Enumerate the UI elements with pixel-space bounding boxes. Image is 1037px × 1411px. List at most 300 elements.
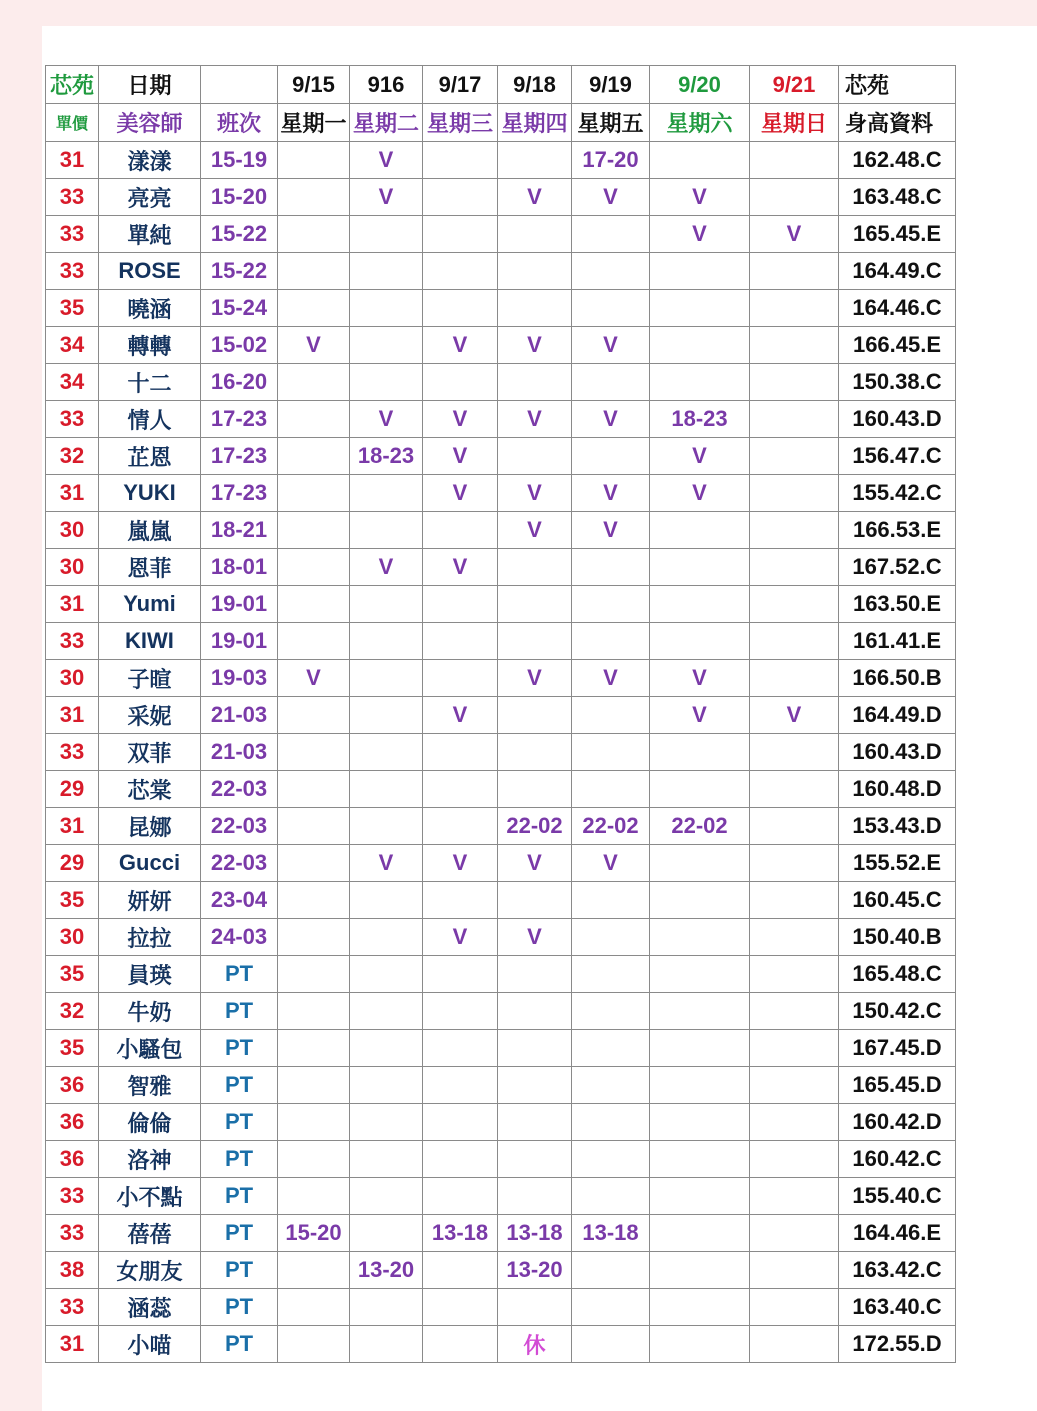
day-cell-3 (498, 697, 572, 734)
day-cell-5 (650, 1289, 750, 1326)
day-cell-5 (650, 1141, 750, 1178)
day-cell-1 (350, 1289, 423, 1326)
day-cell-1 (350, 1178, 423, 1215)
price-cell: 38 (46, 1252, 99, 1289)
shift-cell: 15-22 (201, 216, 278, 253)
table-row (46, 882, 956, 919)
day-cell-6 (750, 1141, 839, 1178)
price-cell: 30 (46, 919, 99, 956)
day-cell-0 (278, 1178, 350, 1215)
table-row (46, 1252, 956, 1289)
weekday-col-2: 星期三 (423, 104, 498, 142)
day-cell-0 (278, 734, 350, 771)
shift-cell: PT (201, 1067, 278, 1104)
day-cell-4 (572, 1104, 650, 1141)
table-row (46, 1215, 956, 1252)
day-cell-2 (423, 290, 498, 327)
beautician-name-cell: 小喵 (99, 1326, 201, 1363)
day-cell-0 (278, 1289, 350, 1326)
date-col-1: 916 (350, 66, 423, 104)
day-cell-2 (423, 216, 498, 253)
beautician-name-cell: 情人 (99, 401, 201, 438)
day-cell-5 (650, 327, 750, 364)
table-row (46, 919, 956, 956)
day-cell-4: V (572, 660, 650, 697)
shift-cell: 17-23 (201, 475, 278, 512)
day-cell-5 (650, 956, 750, 993)
height-info-cell: 165.48.C (839, 956, 956, 993)
day-cell-5 (650, 549, 750, 586)
day-cell-4 (572, 290, 650, 327)
shift-cell: 15-02 (201, 327, 278, 364)
price-cell: 33 (46, 734, 99, 771)
shift-cell: PT (201, 993, 278, 1030)
day-cell-1: V (350, 142, 423, 179)
shift-cell: PT (201, 1326, 278, 1363)
day-cell-0 (278, 1067, 350, 1104)
day-cell-3 (498, 438, 572, 475)
day-cell-5: V (650, 438, 750, 475)
day-cell-1: 13-20 (350, 1252, 423, 1289)
day-cell-3: V (498, 919, 572, 956)
day-cell-5: 18-23 (650, 401, 750, 438)
price-cell: 31 (46, 142, 99, 179)
day-cell-1 (350, 327, 423, 364)
day-cell-3 (498, 586, 572, 623)
day-cell-1 (350, 364, 423, 401)
height-info-cell: 167.52.C (839, 549, 956, 586)
height-info-cell: 166.50.B (839, 660, 956, 697)
day-cell-3 (498, 771, 572, 808)
day-cell-6 (750, 1326, 839, 1363)
day-cell-6 (750, 734, 839, 771)
day-cell-2 (423, 1067, 498, 1104)
shift-cell: 17-23 (201, 401, 278, 438)
day-cell-0 (278, 993, 350, 1030)
shift-cell: 22-03 (201, 845, 278, 882)
height-info-cell: 160.43.D (839, 401, 956, 438)
beautician-name-cell: 恩菲 (99, 549, 201, 586)
day-cell-3 (498, 216, 572, 253)
day-cell-2: V (423, 845, 498, 882)
day-cell-0 (278, 475, 350, 512)
beautician-name-cell: 蓓蓓 (99, 1215, 201, 1252)
day-cell-0 (278, 919, 350, 956)
day-cell-5 (650, 919, 750, 956)
height-info-cell: 160.48.D (839, 771, 956, 808)
beautician-name-cell: 采妮 (99, 697, 201, 734)
day-cell-1: V (350, 401, 423, 438)
table-row (46, 216, 956, 253)
day-cell-5 (650, 1067, 750, 1104)
day-cell-6 (750, 549, 839, 586)
height-info-cell: 166.45.E (839, 327, 956, 364)
shift-cell: 15-24 (201, 290, 278, 327)
price-cell: 32 (46, 993, 99, 1030)
price-cell: 35 (46, 1030, 99, 1067)
day-cell-0 (278, 1326, 350, 1363)
height-info-cell: 162.48.C (839, 142, 956, 179)
height-info-cell: 160.43.D (839, 734, 956, 771)
date-col-6: 9/21 (750, 66, 839, 104)
height-info-cell: 156.47.C (839, 438, 956, 475)
day-cell-3: V (498, 475, 572, 512)
day-cell-2 (423, 771, 498, 808)
price-cell: 33 (46, 623, 99, 660)
day-cell-3: 休 (498, 1326, 572, 1363)
table-row (46, 1289, 956, 1326)
weekday-col-1: 星期二 (350, 104, 423, 142)
day-cell-4: V (572, 845, 650, 882)
beautician-name-cell: 漾漾 (99, 142, 201, 179)
day-cell-2: V (423, 401, 498, 438)
height-info-cell: 150.42.C (839, 993, 956, 1030)
day-cell-2 (423, 993, 498, 1030)
day-cell-2 (423, 1252, 498, 1289)
shift-cell: 18-01 (201, 549, 278, 586)
weekday-col-6: 星期日 (750, 104, 839, 142)
beautician-name-cell: 轉轉 (99, 327, 201, 364)
day-cell-0 (278, 142, 350, 179)
day-cell-1 (350, 290, 423, 327)
schedule-sheet (42, 26, 1037, 1411)
price-cell: 31 (46, 475, 99, 512)
weekday-col-0: 星期一 (278, 104, 350, 142)
day-cell-2 (423, 623, 498, 660)
day-cell-0 (278, 512, 350, 549)
day-cell-2 (423, 734, 498, 771)
day-cell-0 (278, 253, 350, 290)
day-cell-3 (498, 1141, 572, 1178)
price-cell: 33 (46, 253, 99, 290)
day-cell-3: V (498, 327, 572, 364)
day-cell-0 (278, 586, 350, 623)
table-row (46, 1178, 956, 1215)
day-cell-4 (572, 771, 650, 808)
day-cell-0 (278, 438, 350, 475)
day-cell-5: V (650, 475, 750, 512)
table-row (46, 253, 956, 290)
day-cell-2 (423, 808, 498, 845)
day-cell-4 (572, 956, 650, 993)
price-cell: 32 (46, 438, 99, 475)
day-cell-3 (498, 1030, 572, 1067)
day-cell-1: V (350, 549, 423, 586)
day-cell-1 (350, 1326, 423, 1363)
day-cell-6 (750, 1030, 839, 1067)
weekday-col-3: 星期四 (498, 104, 572, 142)
day-cell-5: V (650, 697, 750, 734)
day-cell-3 (498, 290, 572, 327)
price-cell: 33 (46, 1289, 99, 1326)
day-cell-1 (350, 1067, 423, 1104)
table-row (46, 401, 956, 438)
price-cell: 36 (46, 1141, 99, 1178)
height-info-cell: 163.40.C (839, 1289, 956, 1326)
schedule-table (45, 65, 956, 1363)
day-cell-3 (498, 623, 572, 660)
day-cell-4 (572, 734, 650, 771)
day-cell-3 (498, 1178, 572, 1215)
day-cell-0 (278, 1141, 350, 1178)
date-col-2: 9/17 (423, 66, 498, 104)
day-cell-3 (498, 253, 572, 290)
day-cell-1 (350, 216, 423, 253)
day-cell-4 (572, 993, 650, 1030)
table-row (46, 364, 956, 401)
day-cell-2 (423, 1289, 498, 1326)
day-cell-6 (750, 845, 839, 882)
day-cell-3: V (498, 401, 572, 438)
day-cell-0 (278, 216, 350, 253)
day-cell-6 (750, 1289, 839, 1326)
day-cell-4 (572, 586, 650, 623)
day-cell-0 (278, 808, 350, 845)
table-row (46, 142, 956, 179)
day-cell-1: V (350, 845, 423, 882)
day-cell-6 (750, 179, 839, 216)
day-cell-0 (278, 697, 350, 734)
shift-cell: PT (201, 1215, 278, 1252)
height-info-cell: 164.49.D (839, 697, 956, 734)
day-cell-3: 22-02 (498, 808, 572, 845)
day-cell-0 (278, 1252, 350, 1289)
beautician-name-cell: 拉拉 (99, 919, 201, 956)
day-cell-2 (423, 882, 498, 919)
day-cell-4 (572, 364, 650, 401)
table-row (46, 993, 956, 1030)
day-cell-6 (750, 919, 839, 956)
day-cell-6 (750, 1104, 839, 1141)
day-cell-0 (278, 1104, 350, 1141)
day-cell-1: V (350, 179, 423, 216)
day-cell-0 (278, 771, 350, 808)
price-cell: 35 (46, 290, 99, 327)
day-cell-3: 13-20 (498, 1252, 572, 1289)
day-cell-3 (498, 993, 572, 1030)
day-cell-3 (498, 364, 572, 401)
table-row (46, 845, 956, 882)
day-cell-0 (278, 364, 350, 401)
shift-cell: 21-03 (201, 734, 278, 771)
table-row (46, 660, 956, 697)
table-row (46, 290, 956, 327)
day-cell-0 (278, 401, 350, 438)
beautician-name-cell: 女朋友 (99, 1252, 201, 1289)
beautician-name-cell: YUKI (99, 475, 201, 512)
price-cell: 36 (46, 1104, 99, 1141)
day-cell-0 (278, 549, 350, 586)
day-cell-4: 22-02 (572, 808, 650, 845)
height-info-cell: 167.45.D (839, 1030, 956, 1067)
day-cell-4: 13-18 (572, 1215, 650, 1252)
height-info-cell: 155.42.C (839, 475, 956, 512)
day-cell-6 (750, 993, 839, 1030)
day-cell-6 (750, 438, 839, 475)
shift-cell: PT (201, 1252, 278, 1289)
beautician-name-cell: 員瑛 (99, 956, 201, 993)
beautician-header: 美容師 (99, 104, 201, 142)
day-cell-5 (650, 253, 750, 290)
day-cell-2 (423, 660, 498, 697)
day-cell-2: V (423, 475, 498, 512)
beautician-name-cell: 亮亮 (99, 179, 201, 216)
day-cell-3: V (498, 845, 572, 882)
price-cell: 33 (46, 1178, 99, 1215)
shift-cell: 21-03 (201, 697, 278, 734)
day-cell-0 (278, 179, 350, 216)
height-info-cell: 165.45.E (839, 216, 956, 253)
day-cell-5 (650, 771, 750, 808)
date-col-4: 9/19 (572, 66, 650, 104)
beautician-name-cell: 涵蕊 (99, 1289, 201, 1326)
date-label-cell: 日期 (99, 66, 201, 104)
day-cell-4 (572, 1289, 650, 1326)
day-cell-2: V (423, 438, 498, 475)
day-cell-1 (350, 697, 423, 734)
height-info-cell: 150.38.C (839, 364, 956, 401)
shift-cell: 15-19 (201, 142, 278, 179)
day-cell-4 (572, 253, 650, 290)
day-cell-6 (750, 1178, 839, 1215)
day-cell-2 (423, 1326, 498, 1363)
height-info-cell: 163.50.E (839, 586, 956, 623)
day-cell-4 (572, 549, 650, 586)
height-info-cell: 164.49.C (839, 253, 956, 290)
height-info-cell: 155.40.C (839, 1178, 956, 1215)
day-cell-2 (423, 512, 498, 549)
beautician-name-cell: 小不點 (99, 1178, 201, 1215)
height-info-cell: 164.46.E (839, 1215, 956, 1252)
day-cell-2 (423, 1030, 498, 1067)
day-cell-5 (650, 1252, 750, 1289)
price-cell: 29 (46, 845, 99, 882)
day-cell-4 (572, 623, 650, 660)
day-cell-2: V (423, 697, 498, 734)
day-cell-1 (350, 993, 423, 1030)
day-cell-5 (650, 586, 750, 623)
table-row (46, 586, 956, 623)
height-info-cell: 163.42.C (839, 1252, 956, 1289)
height-info-cell: 153.43.D (839, 808, 956, 845)
table-row (46, 179, 956, 216)
beautician-name-cell: 單純 (99, 216, 201, 253)
day-cell-1 (350, 1030, 423, 1067)
day-cell-2 (423, 142, 498, 179)
day-cell-5 (650, 1178, 750, 1215)
table-row (46, 956, 956, 993)
schedule-body (46, 66, 956, 1363)
day-cell-1: 18-23 (350, 438, 423, 475)
height-info-cell: 165.45.D (839, 1067, 956, 1104)
day-cell-0: V (278, 660, 350, 697)
day-cell-2: 13-18 (423, 1215, 498, 1252)
beautician-name-cell: 小騷包 (99, 1030, 201, 1067)
day-cell-0: V (278, 327, 350, 364)
table-row (46, 475, 956, 512)
empty-header-cell (201, 66, 278, 104)
height-info-cell: 160.42.C (839, 1141, 956, 1178)
day-cell-4 (572, 919, 650, 956)
day-cell-4: V (572, 512, 650, 549)
height-info-cell: 150.40.B (839, 919, 956, 956)
day-cell-6 (750, 771, 839, 808)
table-row (46, 623, 956, 660)
price-cell: 31 (46, 808, 99, 845)
day-cell-1 (350, 1215, 423, 1252)
day-cell-5: 22-02 (650, 808, 750, 845)
beautician-name-cell: 芷恩 (99, 438, 201, 475)
day-cell-6 (750, 586, 839, 623)
table-row (46, 1030, 956, 1067)
price-cell: 36 (46, 1067, 99, 1104)
day-cell-1 (350, 253, 423, 290)
day-cell-3 (498, 1289, 572, 1326)
day-cell-3 (498, 1104, 572, 1141)
day-cell-4 (572, 1178, 650, 1215)
shift-cell: 15-22 (201, 253, 278, 290)
date-col-0: 9/15 (278, 66, 350, 104)
day-cell-3: V (498, 660, 572, 697)
beautician-name-cell: 洛神 (99, 1141, 201, 1178)
day-cell-0 (278, 290, 350, 327)
day-cell-4: V (572, 327, 650, 364)
day-cell-5: V (650, 179, 750, 216)
price-cell: 33 (46, 179, 99, 216)
day-cell-0: 15-20 (278, 1215, 350, 1252)
shift-cell: 19-01 (201, 623, 278, 660)
height-info-cell: 164.46.C (839, 290, 956, 327)
day-cell-3 (498, 734, 572, 771)
day-cell-4 (572, 216, 650, 253)
shift-cell: 18-21 (201, 512, 278, 549)
shift-cell: PT (201, 1030, 278, 1067)
beautician-name-cell: 牛奶 (99, 993, 201, 1030)
table-row (46, 1326, 956, 1363)
day-cell-6 (750, 253, 839, 290)
day-cell-6 (750, 475, 839, 512)
price-cell: 34 (46, 364, 99, 401)
beautician-name-cell: 妍妍 (99, 882, 201, 919)
height-info-cell: 172.55.D (839, 1326, 956, 1363)
date-col-3: 9/18 (498, 66, 572, 104)
table-row (46, 438, 956, 475)
day-cell-3 (498, 956, 572, 993)
day-cell-5 (650, 734, 750, 771)
day-cell-1 (350, 808, 423, 845)
day-cell-5 (650, 882, 750, 919)
shift-cell: 24-03 (201, 919, 278, 956)
day-cell-1 (350, 1104, 423, 1141)
height-info-cell: 160.42.D (839, 1104, 956, 1141)
price-cell: 31 (46, 697, 99, 734)
shift-cell: 22-03 (201, 771, 278, 808)
day-cell-6 (750, 1215, 839, 1252)
price-cell: 31 (46, 1326, 99, 1363)
day-cell-2 (423, 586, 498, 623)
header-row-labels (46, 104, 956, 142)
day-cell-3 (498, 142, 572, 179)
height-info-cell: 155.52.E (839, 845, 956, 882)
day-cell-1 (350, 956, 423, 993)
beautician-name-cell: Gucci (99, 845, 201, 882)
day-cell-2 (423, 179, 498, 216)
day-cell-2 (423, 956, 498, 993)
price-cell: 30 (46, 549, 99, 586)
day-cell-4 (572, 1252, 650, 1289)
height-info-cell: 160.45.C (839, 882, 956, 919)
day-cell-1 (350, 1141, 423, 1178)
